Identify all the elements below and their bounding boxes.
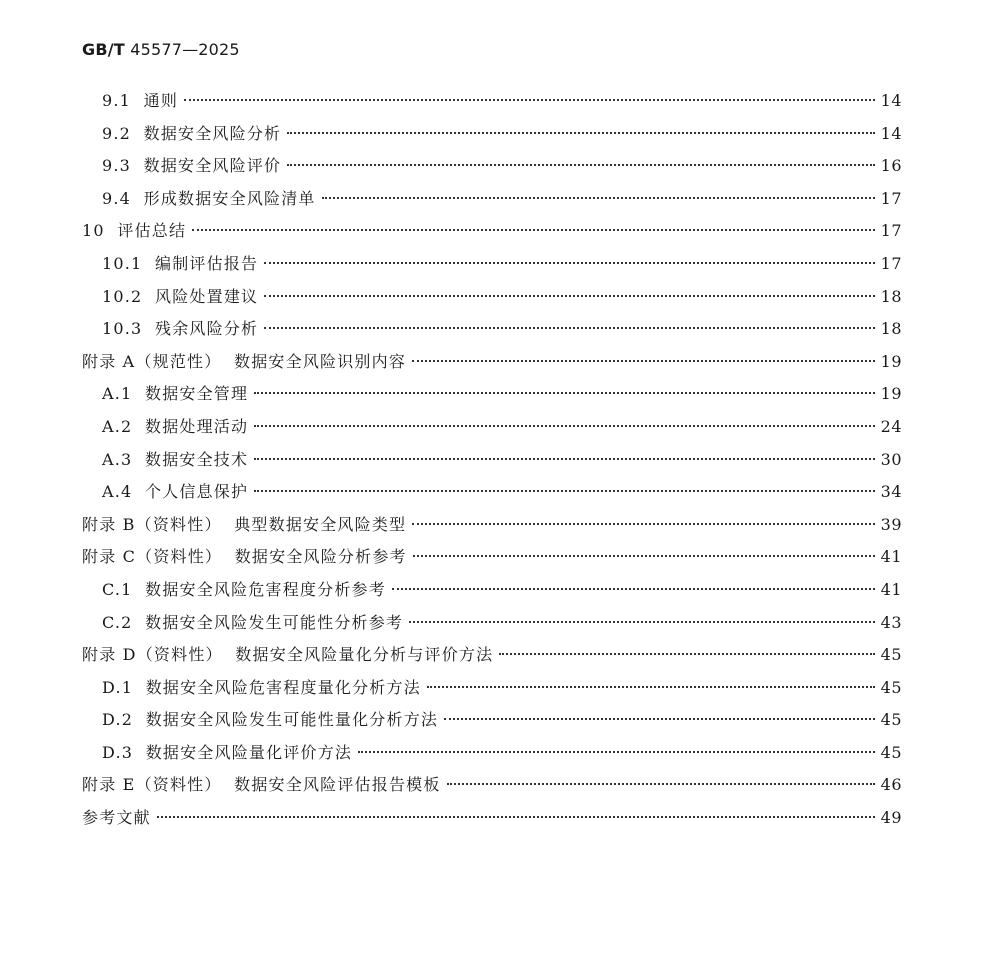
toc-entry-title: 数据安全风险量化评价方法 <box>145 742 353 762</box>
toc-leader-dots <box>427 686 875 688</box>
toc-entry[interactable] <box>82 444 902 477</box>
toc-entry[interactable] <box>82 574 902 607</box>
toc-entry[interactable] <box>82 346 902 379</box>
toc-entry-number: 10 <box>82 221 105 241</box>
toc-entry-title: 数据安全风险评价 <box>143 156 282 176</box>
toc-entry-page: 18 <box>880 319 902 339</box>
toc-entry-number: A.3 <box>102 449 133 469</box>
toc-entry-title: 通则 <box>143 91 179 110</box>
toc-entry-number: 9.1 <box>102 91 132 110</box>
toc-entry[interactable] <box>82 411 902 444</box>
toc-leader-dots <box>322 197 875 199</box>
standard-code: GB/T <box>82 40 125 59</box>
toc-entry-title: 个人信息保护 <box>145 482 249 502</box>
toc-entry-page: 45 <box>880 742 902 762</box>
toc-entry-number: A.1 <box>102 384 133 404</box>
toc-entry[interactable] <box>82 118 902 151</box>
toc-entry-title: 数据安全风险发生可能性量化分析方法 <box>145 710 439 730</box>
toc-entry[interactable] <box>82 509 902 542</box>
toc-leader-dots <box>264 295 874 297</box>
toc-entry-number: 9.3 <box>102 156 132 176</box>
toc-entry-page: 45 <box>880 677 902 697</box>
toc-entry-page: 24 <box>880 416 902 436</box>
toc-entry-number: A.2 <box>102 416 133 436</box>
toc-entry-number: D.1 <box>102 677 134 697</box>
toc-entry[interactable] <box>82 639 902 672</box>
toc-entry[interactable] <box>82 183 902 216</box>
toc-entry-number: 9.2 <box>102 123 132 143</box>
toc-entry-title: 风险处置建议 <box>155 286 259 306</box>
toc-entry[interactable] <box>82 769 902 802</box>
standard-number: 45577—2025 <box>130 40 240 59</box>
toc-entry-page: 39 <box>880 514 902 534</box>
toc-entry-title: 残余风险分析 <box>155 319 259 339</box>
toc-entry-page: 17 <box>880 188 902 208</box>
toc-entry-page: 41 <box>880 547 902 567</box>
toc-entry[interactable] <box>82 607 902 640</box>
toc-leader-dots <box>254 490 874 492</box>
toc-leader-dots <box>264 262 874 264</box>
toc-leader-dots <box>254 425 874 427</box>
toc-entry[interactable] <box>82 215 902 248</box>
toc-entry-page: 46 <box>880 775 902 795</box>
toc-leader-dots <box>412 360 875 362</box>
toc-leader-dots <box>499 653 874 655</box>
toc-entry-title: 数据安全风险分析 <box>143 123 282 143</box>
toc-entry-title: 编制评估报告 <box>155 253 259 273</box>
toc-entry-number: C.2 <box>102 612 133 632</box>
toc-entry-page: 17 <box>880 253 902 273</box>
toc-entry-number: D.3 <box>102 742 134 762</box>
toc-leader-dots <box>254 392 874 394</box>
toc-entry-number: 附录 D（资料性） <box>82 645 223 665</box>
toc-entry-page: 16 <box>880 156 902 176</box>
toc-entry-title: 数据安全风险危害程度分析参考 <box>145 579 386 599</box>
toc-entry[interactable] <box>82 802 902 835</box>
toc-entry-page: 19 <box>880 384 902 404</box>
toc-entry-title: 形成数据安全风险清单 <box>143 188 316 208</box>
toc-entry-page: 34 <box>880 482 902 502</box>
toc-entry-page: 18 <box>880 286 902 306</box>
toc-entry-number: D.2 <box>102 710 134 730</box>
toc-entry-number: C.1 <box>102 579 133 599</box>
toc-leader-dots <box>287 132 874 134</box>
toc-entry[interactable] <box>82 672 902 705</box>
toc-entry-title: 数据安全风险量化分析与评价方法 <box>235 645 494 665</box>
toc-entry[interactable] <box>82 248 902 281</box>
toc-entry-title: 典型数据安全风险类型 <box>234 514 407 534</box>
toc-leader-dots <box>287 164 874 166</box>
toc-entry-number: 附录 B（资料性） <box>82 514 222 534</box>
toc-entry-number: 10.1 <box>102 253 143 273</box>
table-of-contents <box>82 85 902 835</box>
toc-entry-page: 14 <box>880 123 902 143</box>
toc-entry[interactable] <box>82 85 902 118</box>
toc-entry-page: 19 <box>880 351 902 371</box>
toc-entry-page: 17 <box>880 221 902 241</box>
toc-leader-dots <box>412 523 874 525</box>
toc-entry-title: 评估总结 <box>117 221 187 241</box>
toc-leader-dots <box>157 816 875 818</box>
toc-entry[interactable] <box>82 704 902 737</box>
toc-entry-title: 参考文献 <box>82 808 151 828</box>
toc-entry[interactable] <box>82 150 902 183</box>
toc-entry-number: A.4 <box>102 482 133 502</box>
toc-entry[interactable] <box>82 378 902 411</box>
toc-entry-number: 附录 A（规范性） <box>82 351 222 371</box>
toc-entry-page: 45 <box>880 645 902 665</box>
toc-leader-dots <box>358 751 875 753</box>
toc-entry-title: 数据安全管理 <box>145 384 249 404</box>
toc-entry-title: 数据安全风险危害程度量化分析方法 <box>145 677 421 697</box>
toc-entry-number: 9.4 <box>102 188 132 208</box>
toc-entry-title: 数据安全技术 <box>145 449 249 469</box>
toc-entry[interactable] <box>82 281 902 314</box>
toc-entry-page: 14 <box>880 91 902 110</box>
toc-entry[interactable] <box>82 476 902 509</box>
toc-entry-title: 数据处理活动 <box>145 416 249 436</box>
toc-entry-title: 数据安全风险识别内容 <box>234 351 407 371</box>
toc-leader-dots <box>409 621 875 623</box>
page-header <box>82 40 240 59</box>
toc-leader-dots <box>447 783 875 785</box>
toc-entry-title: 数据安全风险评估报告模板 <box>234 775 441 795</box>
toc-entry-title: 数据安全风险分析参考 <box>234 547 407 567</box>
toc-entry[interactable] <box>82 313 902 346</box>
toc-entry-number: 10.3 <box>102 319 143 339</box>
toc-leader-dots <box>392 588 875 590</box>
toc-entry[interactable] <box>82 737 902 770</box>
toc-leader-dots <box>444 718 875 720</box>
toc-entry-page: 41 <box>880 579 902 599</box>
toc-entry-number: 附录 C（资料性） <box>82 547 223 567</box>
toc-leader-dots <box>413 555 875 557</box>
toc-entry-number: 附录 E（资料性） <box>82 775 222 795</box>
toc-entry-page: 30 <box>880 449 902 469</box>
toc-leader-dots <box>192 229 874 231</box>
toc-leader-dots <box>264 327 874 329</box>
toc-entry-title: 数据安全风险发生可能性分析参考 <box>145 612 404 632</box>
toc-leader-dots <box>184 99 875 101</box>
toc-entry-number: 10.2 <box>102 286 143 306</box>
toc-entry-page: 49 <box>880 808 902 828</box>
toc-entry-page: 45 <box>880 710 902 730</box>
toc-leader-dots <box>254 458 874 460</box>
toc-entry[interactable] <box>82 541 902 574</box>
toc-entry-page: 43 <box>880 612 902 632</box>
